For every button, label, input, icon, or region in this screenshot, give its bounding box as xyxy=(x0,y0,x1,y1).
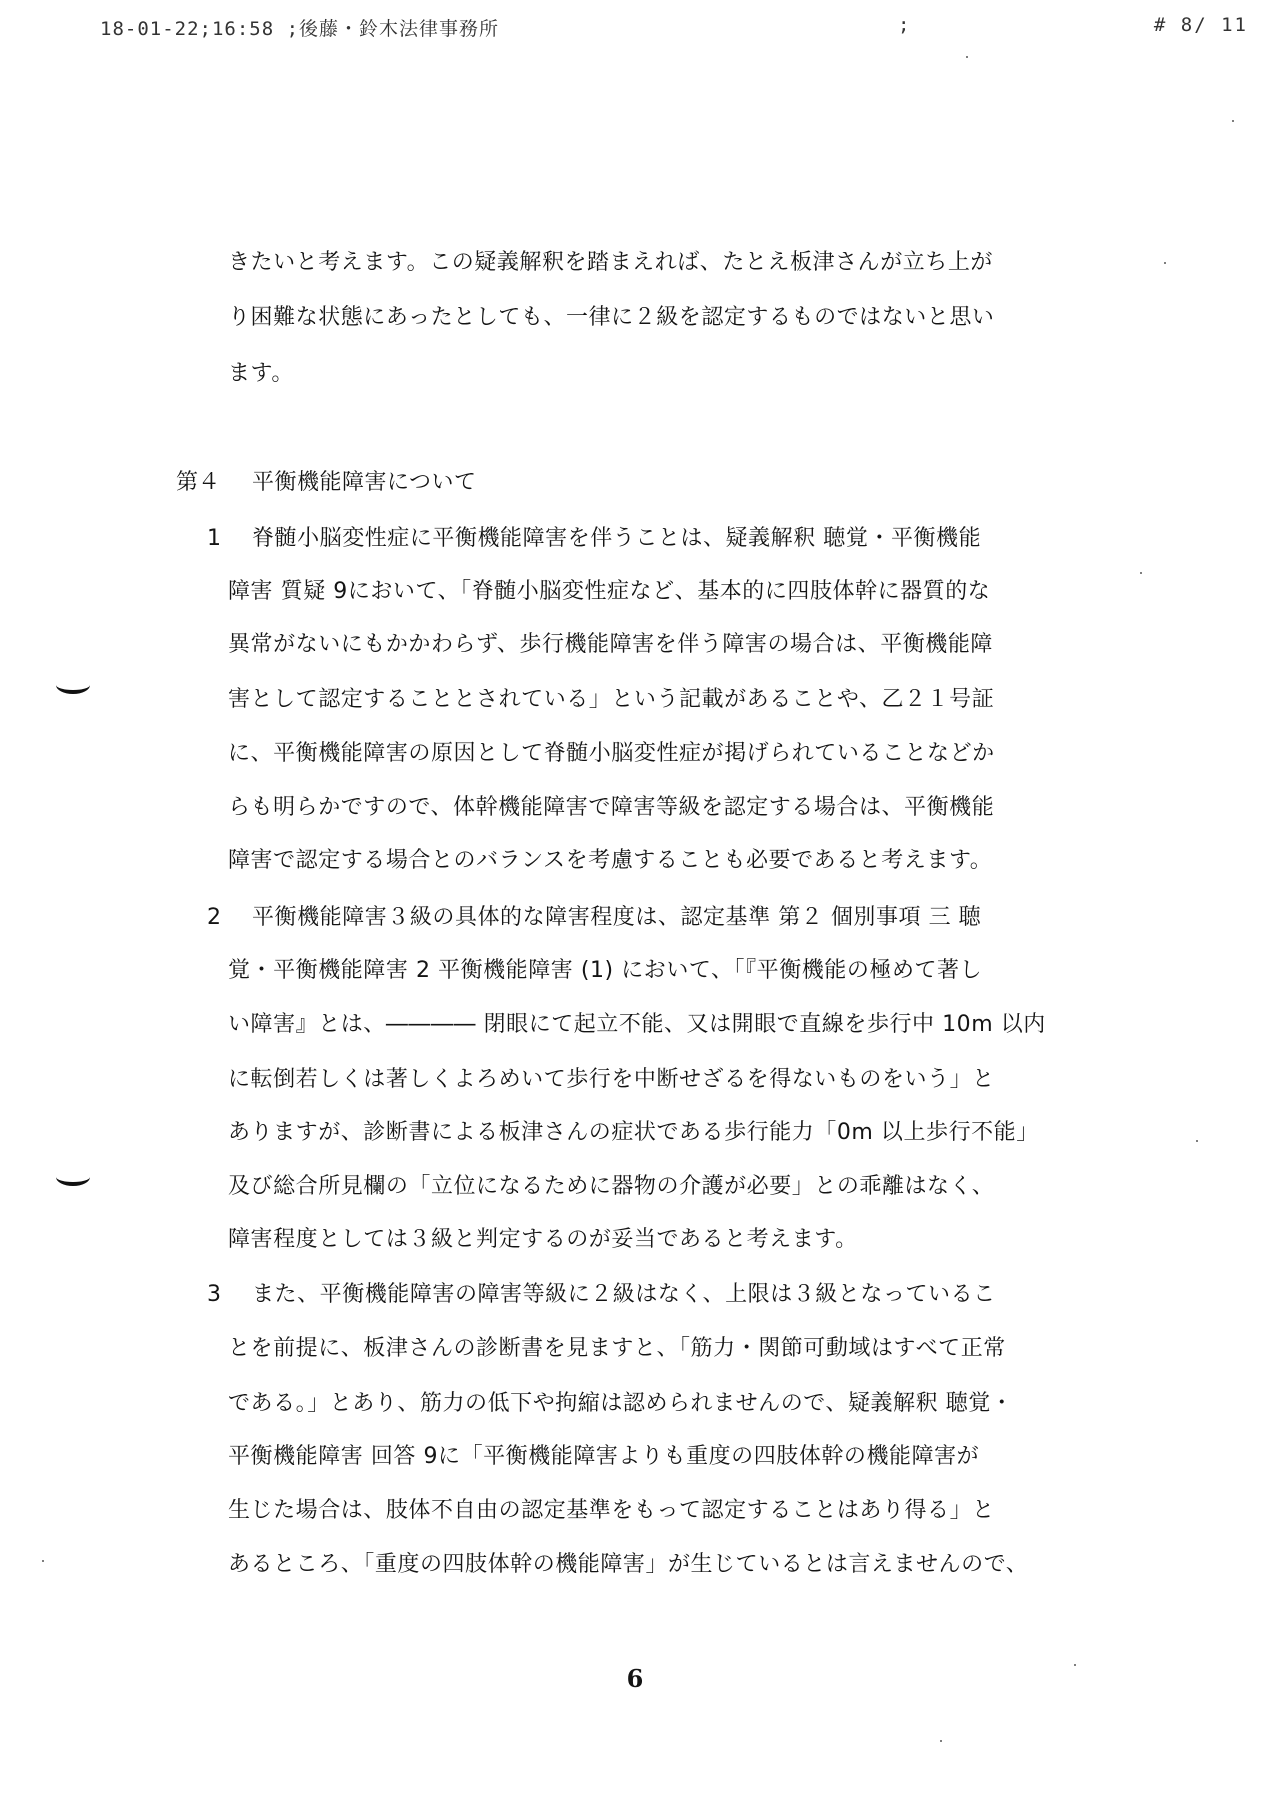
scan-speck xyxy=(1140,572,1142,574)
page-number: 6 xyxy=(626,1664,644,1693)
item-line: 及び総合所見欄の「立位になるために器物の介護が必要」との乖離はなく、 xyxy=(228,1174,995,1199)
item-line: また、平衡機能障害の障害等級に２級はなく、上限は３級となっているこ xyxy=(252,1282,996,1307)
intro-line: ます。 xyxy=(228,361,294,386)
fax-page-counter: # 8/ 11 xyxy=(1153,14,1248,36)
item-line: とを前提に、板津さんの診断書を見ますと、「筋力・関節可動域はすべて正常 xyxy=(228,1336,1006,1361)
item-line: あるところ、「重度の四肢体幹の機能障害」が生じているとは言えませんので、 xyxy=(228,1552,1029,1577)
binding-mark xyxy=(56,676,90,694)
binding-mark xyxy=(56,1168,90,1186)
section-title: 平衡機能障害について xyxy=(252,470,477,495)
item-number: 3 xyxy=(207,1282,221,1307)
item-line: い障害』とは、―――― 閉眼にて起立不能、又は開眼で直線を歩行中 10m 以内 xyxy=(228,1012,1046,1037)
scan-speck xyxy=(940,1740,942,1742)
scan-speck xyxy=(966,56,968,58)
item-line: ありますが、診断書による板津さんの症状である歩行能力「0m 以上歩行不能」 xyxy=(228,1120,1039,1145)
intro-line: きたいと考えます。この疑義解釈を踏まえれば、たとえ板津さんが立ち上が xyxy=(228,250,993,275)
section-number: 第４ xyxy=(176,470,221,495)
intro-line: り困難な状態にあったとしても、一律に２級を認定するものではないと思い xyxy=(228,305,995,330)
item-number: 1 xyxy=(207,526,221,551)
scan-speck xyxy=(1196,1140,1198,1142)
item-line: 脊髄小脳変性症に平衡機能障害を伴うことは、疑義解釈 聴覚・平衡機能 xyxy=(252,526,982,551)
item-line: である。」とあり、筋力の低下や拘縮は認められませんので、疑義解釈 聴覚・ xyxy=(228,1391,1014,1416)
fax-mid-mark: ; xyxy=(898,14,910,36)
item-line: 平衡機能障害 回答 9に「平衡機能障害よりも重度の四肢体幹の機能障害が xyxy=(228,1444,980,1469)
item-line: 覚・平衡機能障害 2 平衡機能障害 (1) において、「『平衡機能の極めて著し xyxy=(228,958,983,983)
scan-speck xyxy=(1074,1664,1076,1666)
item-line: らも明らかですので、体幹機能障害で障害等級を認定する場合は、平衡機能 xyxy=(228,795,995,820)
scan-speck xyxy=(42,1560,44,1562)
item-line: 異常がないにもかかわらず、歩行機能障害を伴う障害の場合は、平衡機能障 xyxy=(228,632,993,657)
item-line: 害として認定することとされている」という記載があることや、乙２１号証 xyxy=(228,687,995,712)
scan-speck xyxy=(1232,120,1234,122)
item-line: 障害 質疑 9において、「脊髄小脳変性症など、基本的に四肢体幹に器質的な xyxy=(228,579,991,604)
item-line: に、平衡機能障害の原因として脊髄小脳変性症が掲げられていることなどか xyxy=(228,741,995,766)
item-line: に転倒若しくは著しくよろめいて歩行を中断せざるを得ないものをいう」と xyxy=(228,1067,995,1092)
item-line: 障害で認定する場合とのバランスを考慮することも必要であると考えます。 xyxy=(228,848,993,873)
fax-timestamp-sender: 18-01-22;16:58 ;後藤・鈴木法律事務所 xyxy=(100,18,500,40)
scan-speck xyxy=(1164,262,1166,264)
item-number: 2 xyxy=(207,905,221,930)
item-line: 平衡機能障害３級の具体的な障害程度は、認定基準 第２ 個別事項 三 聴 xyxy=(252,905,982,930)
fax-header xyxy=(100,14,1248,44)
item-line: 障害程度としては３級と判定するのが妥当であると考えます。 xyxy=(228,1227,858,1252)
item-line: 生じた場合は、肢体不自由の認定基準をもって認定することはあり得る」と xyxy=(228,1498,995,1523)
